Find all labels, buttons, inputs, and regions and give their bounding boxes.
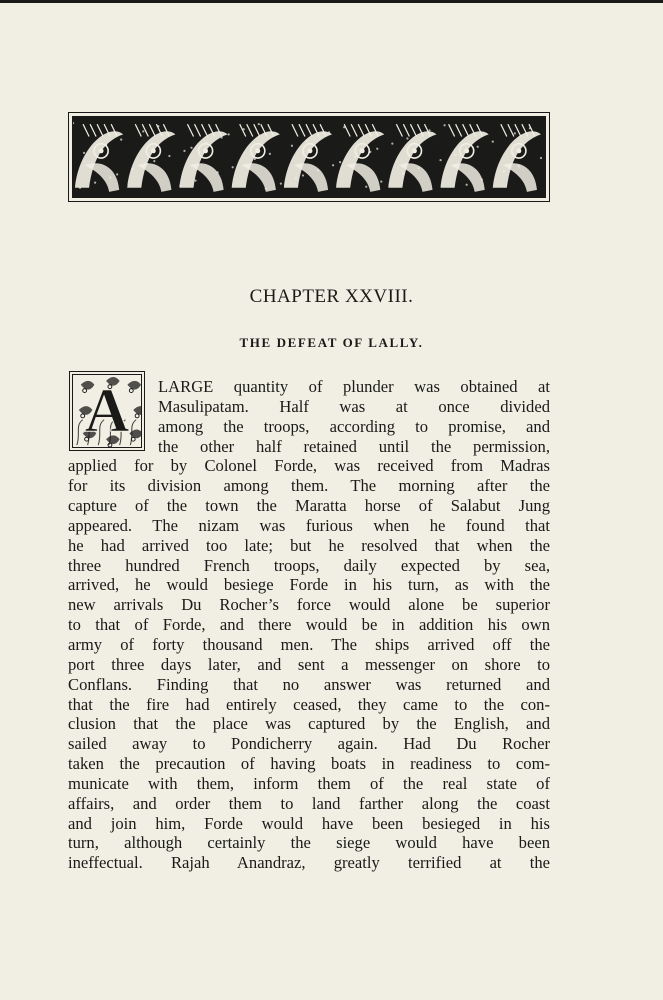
page-top-edge <box>0 0 663 3</box>
text-line: and join him, Forde would have been besieged in his <box>68 813 550 833</box>
text-line: LARGE quantity of plunder was obtained at <box>158 377 550 396</box>
text-line: port three days later, and sent a messenger on shore to <box>68 654 550 674</box>
text-line: to that of Forde, and there would be in addition his own <box>68 615 550 635</box>
chapter-title: CHAPTER XXVIII. <box>249 286 414 307</box>
text-line: capture of the town the Maratta horse of Salabut Jung <box>68 496 550 516</box>
text-line: Masulipatam. Half was at once divided <box>158 396 550 416</box>
chapter-body <box>68 377 550 873</box>
floral-ornament-icon <box>73 117 545 197</box>
text-line: among the troops, according to promise, and <box>158 416 550 436</box>
chapter-subtitle: THE DEFEAT OF LALLY. <box>239 335 424 350</box>
header-ornament <box>68 112 550 202</box>
text-line: ineffectual. Rajah Anandraz, greatly terrified at the <box>68 853 550 873</box>
drop-cap-letter: A <box>84 377 130 445</box>
text-line: municate with them, inform them of the real state of <box>68 773 550 793</box>
text-line: arrived, he would besiege Forde in his turn, as with the <box>68 575 550 595</box>
text-line: three hundred French troops, daily expected by sea, <box>68 555 550 575</box>
text-line: clusion that the place was captured by the English, and <box>68 714 550 734</box>
text-line: he had arrived too late; but he resolved that when the <box>68 535 550 555</box>
text-line: sailed away to Pondicherry again. Had Du Rocher <box>68 734 550 754</box>
text-line: Conflans. Finding that no answer was returned and <box>68 674 550 694</box>
text-line: for its division among them. The morning after the <box>68 476 550 496</box>
text-line: applied for by Colonel Forde, was received from Madras <box>68 456 550 476</box>
text-line: appeared. The nizam was furious when he found that <box>68 515 550 535</box>
text-line: taken the precaution of having boats in readiness to com- <box>68 754 550 774</box>
text-line: affairs, and order them to land farther along the coast <box>68 793 550 813</box>
text-line: the other half retained until the permission, <box>158 436 550 456</box>
text-line: army of forty thousand men. The ships arrived off the <box>68 634 550 654</box>
text-line: new arrivals Du Rocher’s force would alone be superior <box>68 595 550 615</box>
text-line: that the fire had entirely ceased, they came to the con- <box>68 694 550 714</box>
text-line: turn, although certainly the siege would have been <box>68 833 550 853</box>
